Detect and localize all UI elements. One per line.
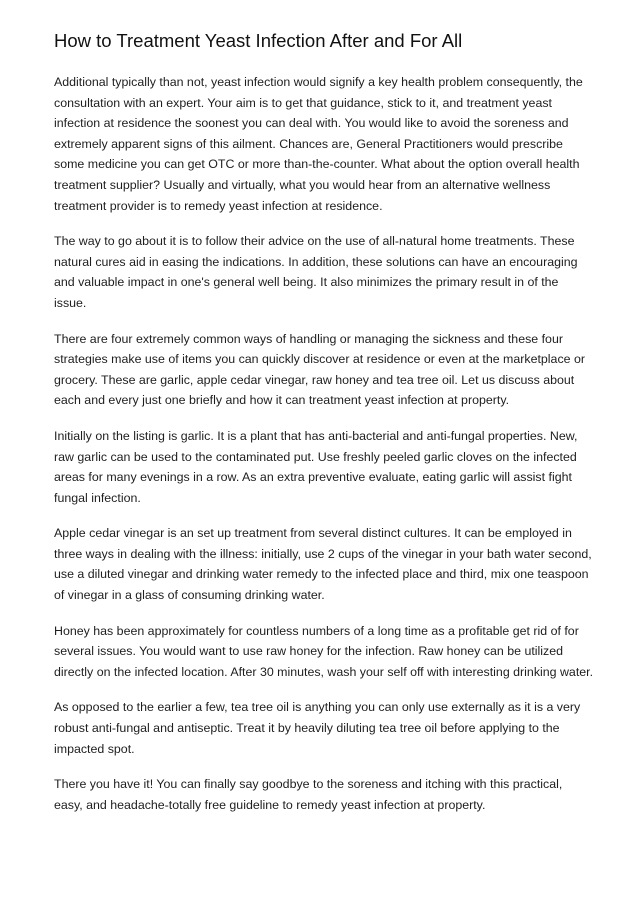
- paragraph-5: Apple cedar vinegar is an set up treatment from several distinct cultures. It can be employed in three ways in dealing with the illness: initially, use 2 cups of the vinegar in your bath water second, use a diluted vinegar and drinking water remedy to the infected place and third, mix one teaspoon of vinegar in a glass of consuming drinking water.: [54, 526, 592, 603]
- paragraph-3: There are four extremely common ways of handling or managing the sickness and these four strategies make use of items you can quickly discover at residence or even at the marketplace or grocery. These are garlic, apple cedar vinegar, raw honey and tea tree oil. Let us discuss about each and every just one briefly and how it can treatment yeast infection at property.: [54, 331, 585, 408]
- paragraph-2: The way to go about it is to follow their advice on the use of all-natural home treatments. These natural cures aid in easing the indications. In addition, these solutions can have an encouraging and valuable impact in one's general well being. It also minimizes the primary result in of the issue.: [54, 234, 578, 310]
- paragraph-1: Additional typically than not, yeast infection would signify a key health problem consequently, the consultation with an expert. Your aim is to get that guidance, stick to it, and treatment yeast infection at residence the soonest you can deal with. You would like to avoid the soreness and extremely apparent signs of this ailment. Chances are, General Practitioners would prescribe some medicine you can get OTC or more than-the-counter. What about the option overall health treatment supplier? Usually and virtually, what you would hear from an alternative wellness treatment provider is to remedy yeast infection at residence.: [54, 75, 583, 213]
- paragraph-7: As opposed to the earlier a few, tea tree oil is anything you can only use externally as it is a very robust anti-fungal and antiseptic. Treat it by heavily diluting tea tree oil before applying to the impacted spot.: [54, 700, 581, 756]
- document-title: How to Treatment Yeast Infection After and For All: [54, 30, 463, 51]
- document-page: [54, 0, 594, 830]
- paragraph-6: Honey has been approximately for countless numbers of a long time as a profitable get rid of for several issues. You would want to use raw honey for the infection. Raw honey can be utilized directly on the infected location. After 30 minutes, wash your self off with interesting drinking water.: [54, 623, 594, 679]
- paragraph-4: Initially on the listing is garlic. It is a plant that has anti-bacterial and anti-fungal properties. New, raw garlic can be used to the contaminated put. Use freshly peeled garlic cloves on the infected areas for many evenings in a row. As an extra preventive evaluate, eating garlic will assist fight fungal infection.: [54, 428, 578, 505]
- document-body: [54, 72, 594, 815]
- paragraph-8: There you have it! You can finally say goodbye to the soreness and itching with this practical, easy, and headache-totally free guideline to remedy yeast infection at property.: [54, 777, 563, 812]
